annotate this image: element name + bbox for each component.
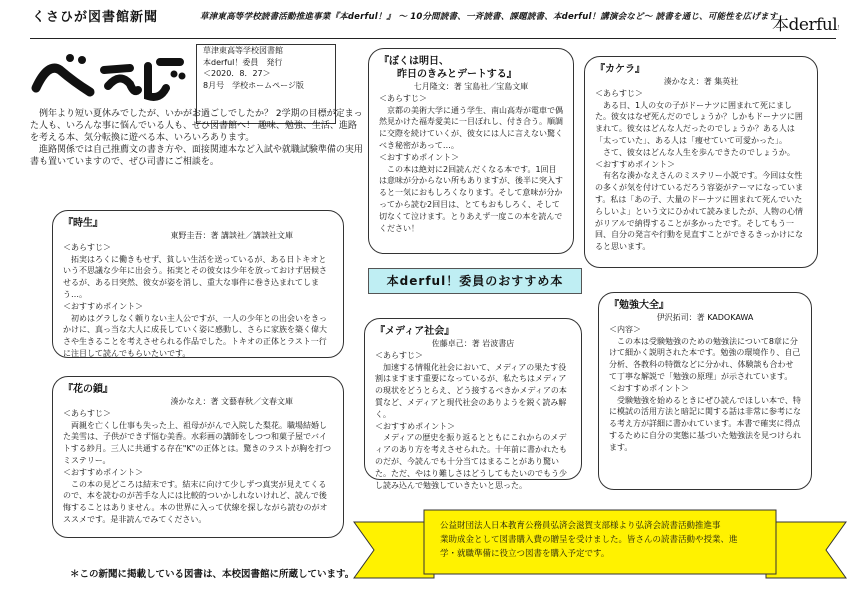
intro-paragraph: 例年より短い夏休みでしたが、いかがお過ごしでしたか？ 2学期の目標が定まった人も、いろんな事に悩んでいる人も、ぜひ図書館へ！ 趣味、勉強、生活、進路を考える本、気分転換に遊べる本、いろいろあります。	[30, 109, 363, 143]
book-recommendation: メディアの歴史を振り返るとともにこれからのメディアのあり方を考えさせられた。十年前に書かれたものだが、今読んでも十分当てはまることがあり驚いた。ただ、やはり難しさはどうしてもたいのでもう少し読み込んで勉強していきたいと思った。	[375, 433, 567, 490]
book-card-tokio	[52, 210, 344, 358]
header-subtitle: 草津東高等学校読書活動推進事業『本derful！』 ～ 10分間読書、一斉読書、課題読書、本derful！講演会など～ 読書を通じ、可能性を広げます	[200, 12, 778, 22]
book-recommendation: この本の見どころは結末です。結末に向けて少しずつ真実が見えてくるので、本を読むのが苦手な人には比較的ついかしれないけれど、読んで後悔することはありません。本の世界に入って伏線を探しながら読むのがオススメです。是非読んでみてください。	[63, 479, 328, 524]
book-content: この本は受験勉強のための勉強法について8章に分けて細かく説明された本です。勉強の環境作り、自己分析、各教科の特徴などに分かれ、体験談も合わせて丁寧な解説で「勉強の原理」が示されています。	[609, 336, 801, 381]
section-heading: ＜おすすめポイント＞	[63, 467, 144, 477]
book-recommendation: 有名な湊かなえさんのミステリー小説です。今回は女性の多くが気を付けているだろう容姿がテーマになっています。私は「あの子、大量のドーナツに囲まれて死んでいたらしいよ」という文にひかれて読みましたが、人物の心情がリアルで納得することが多かったです。そしてもう一回、自分の発言や行動を見直すことができるきっかけになると思います。	[595, 171, 803, 252]
book-author: 七月隆文：著 宝島社／宝島文庫	[413, 82, 529, 91]
section-heading: ＜あらすじ＞	[63, 408, 111, 418]
book-title: 『勉強大全』	[609, 300, 669, 311]
grant-line: 業助成金として図書購入費の贈呈を受けました。皆さんの読書活動や授業、進	[440, 535, 738, 545]
footnote: ＊この新聞に掲載している図書は、本校図書館に所蔵しています。	[70, 569, 355, 580]
book-card-kakera	[584, 56, 818, 268]
logo	[772, 10, 843, 35]
section-heading: ＜おすすめポイント＞	[63, 301, 144, 311]
book-card-boku	[368, 48, 574, 254]
logo-prefix: 本	[772, 15, 789, 35]
ribbon-right-tail	[766, 522, 846, 578]
imprint-edition: 8月号 学校ホームページ版	[203, 80, 304, 90]
book-synopsis-cont: さて、彼女はどんな人生を歩んできたのでしょうか。	[603, 147, 795, 157]
book-title: 『花の鎖』	[63, 384, 113, 395]
book-author: 東野圭吾：著 講談社／講談社文庫	[170, 231, 293, 240]
title-art-logo	[30, 48, 190, 108]
grant-line: 学・就職準備に役立つ図書を購入予定です。	[440, 549, 610, 559]
grant-notice	[440, 519, 768, 561]
intro-text	[30, 108, 365, 168]
book-author: 伊沢拓司：著 KADOKAWA	[656, 313, 754, 322]
header-rule	[30, 38, 836, 39]
logo-word: derful	[788, 15, 838, 35]
book-title-line2: 昨日のきみとデートする』	[397, 69, 517, 80]
section-heading: ＜おすすめポイント＞	[375, 421, 456, 431]
section-heading: ＜あらすじ＞	[63, 242, 111, 252]
imprint-publisher: 本derful！委員 発行	[203, 57, 283, 67]
book-title: 『時生』	[63, 218, 103, 229]
book-author: 湊かなえ：著 集英社	[663, 77, 739, 86]
book-recommendation: この本は絶対に2回読んだくなる本です。1回目は意味が分からない所もありますが、後半に突入すると一気におもしろくなります。そして意味が分かってから読む2回目は、とてもおもしろく、そして切なくて泣けます。とりあえず一度この本を読んでください！	[379, 164, 563, 233]
section-heading: ＜おすすめポイント＞	[609, 383, 690, 393]
imprint-school: 草津東高等学校図書館	[203, 46, 283, 55]
ribbon-left-tail	[354, 522, 434, 578]
section-heading: ＜あらすじ＞	[379, 93, 427, 103]
book-title: 『ぼくは明日、	[379, 56, 449, 67]
section-heading: ＜あらすじ＞	[375, 350, 423, 360]
newspaper-name: くさひが図書館新聞	[32, 10, 159, 25]
book-recommendation: 受験勉強を始めるときにぜひ読んでほしい本で、特に模試の活用方法と暗記に関する話は非常に参考になる考え方が詳細に書かれています。本書で確実に得点するために自分の実態に基づいた勉強法を見つけられます。	[609, 395, 801, 452]
section-heading: ＜おすすめポイント＞	[379, 152, 460, 162]
grant-line: 公益財団法人日本教育公務員弘済会滋賀支部様より弘済会読書活動推進事	[440, 521, 721, 531]
book-card-benkyo	[598, 292, 812, 490]
book-synopsis: 拓実はろくに働きもせず、貧しい生活を送っているが、ある日トキオという不思議な少年に出会う。拓実とその彼女は少年を放っておけず居候させるが、ある日突然、彼女が姿を消し、重大な事件に巻き込まれてしまう…。	[63, 254, 327, 299]
book-synopsis: 京都の美術大学に通う学生、南山高寿が電車で偶然見かけた福寿愛美に一目ぼれし、付き合う。順調に交際を続けていくが、彼女には人に言えない驚くべき秘密があって…。	[379, 105, 563, 150]
section-heading: ＜あらすじ＞	[595, 88, 643, 98]
section-heading: ＜おすすめポイント＞	[595, 159, 676, 169]
book-synopsis: ある日、1人の女の子がドーナツに囲まれて死にました。彼女はなぜ死んだのでしょうか？しかもドーナツに囲まれて。彼女はどんな人だったのでしょうか？ある人は「太っていた」、ある人は「痩せていて可愛かった」。	[595, 100, 803, 145]
book-title: 『カケラ』	[595, 64, 645, 75]
book-card-media	[364, 318, 582, 490]
section-heading: ＜内容＞	[609, 324, 641, 334]
intro-paragraph: 進路関係では自己推薦文の書き方や、面接関連本など入試や就職試験準備の実用書も置いていますので、ぜひ司書にご相談を。	[30, 145, 363, 167]
book-title: 『メディア社会』	[375, 326, 455, 337]
book-recommendation: 初めはグラしなく頼りない主人公ですが、一人の少年との出会いをきっかけに、真っ当な大人に成長していく姿に感動し、さらに家族を築く偉大さや生きることを考えさせられる作品でした。トキオの正体とラスト一行に注目して読んでもらいたいです。	[63, 313, 327, 358]
logo-tag: ！	[837, 25, 843, 32]
book-author: 湊かなえ：著 文藝春秋／文春文庫	[170, 397, 293, 406]
book-synopsis: 加速する情報化社会において、メディアの果たす役割はますます重要になっているが、私たちはメディアの現状をどうとらえ、どう接するべきかメディアの本質など、メディアと現代社会のありようを鋭く読み解く。	[375, 362, 567, 419]
book-synopsis: 両親を亡くし仕事も失った上、祖母ががんで入院した梨花。職場結婚した美雪は、子供ができず悩む美香。水彩画の講師をしつつ和菓子屋でバイトする紗月。三人に共通する存在"K"の正体とは。驚きのラストが胸を打つミステリー。	[63, 420, 332, 465]
committee-recommendation-banner: 本derful！委員のおすすめ本	[368, 268, 582, 294]
imprint-date: ＜2020．8．27＞	[203, 69, 271, 78]
book-card-hana	[52, 376, 344, 538]
book-author: 佐藤卓己：著 岩波書店	[431, 339, 515, 348]
